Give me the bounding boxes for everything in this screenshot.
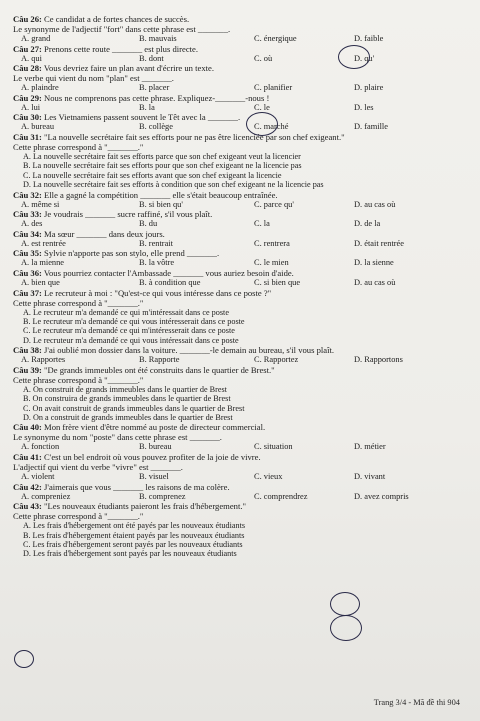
answer-option-long: C. Le recruteur m'a demandé ce qui m'intéresserait dans ce poste — [23, 326, 235, 336]
question-instruction: Le verbe qui vient du nom "plan" est _______. — [13, 73, 174, 84]
question-text: Ma sœur _______ dans deux jours. — [44, 228, 165, 239]
answer-option: D. les — [354, 102, 374, 112]
answer-option: A. des — [21, 219, 43, 229]
question-instruction: Cette phrase correspond à "_______." — [13, 511, 144, 522]
answer-option-long: B. Les frais d'hébergement étaient payés par les nouveaux étudiants — [23, 530, 245, 540]
answer-option: D. métier — [354, 442, 386, 452]
answer-options — [13, 103, 470, 113]
answer-option: C. où — [254, 53, 273, 63]
question-number: Câu 28: — [13, 63, 42, 74]
question-text: Elle a gagné la compétition _______ elle s'était beaucoup entraînée. — [44, 189, 278, 200]
answer-option: A. bien que — [21, 277, 60, 287]
question-number: Câu 32: — [13, 189, 42, 200]
question — [13, 44, 470, 64]
question — [13, 365, 470, 423]
answer-option: A. même si — [21, 199, 60, 209]
answer-option: B. Rapporte — [139, 355, 180, 365]
question-stem — [13, 229, 470, 239]
answer-options — [13, 122, 470, 132]
question-text: "La nouvelle secrétaire fait ses efforts pour ne pas être licenciée par son chef exigeant." — [44, 131, 345, 142]
question-stem — [13, 365, 470, 375]
question-instruction: Le synonyme de l'adjectif "fort" dans cette phrase est _______. — [13, 24, 231, 34]
answer-option: C. parce qu' — [254, 199, 294, 209]
answer-option: D. était rentrée — [354, 238, 404, 248]
answer-option: A. compreniez — [21, 491, 71, 501]
question-text: Nous ne comprenons pas cette phrase. Expliquez-_______-nous ! — [44, 92, 270, 103]
question-number: Câu 37: — [13, 287, 42, 298]
question — [13, 248, 470, 268]
answer-option: D. faible — [354, 34, 384, 43]
answer-option-long: B. On construira de grands immeubles dans le quartier de Brest — [23, 394, 231, 404]
answer-options — [13, 355, 470, 365]
answer-option: D. au cas où — [354, 199, 396, 209]
answer-option: D. famille — [354, 122, 388, 132]
question-text: Vous pourriez contacter l'Ambassade _______ vous auriez besoin d'aide. — [43, 267, 294, 278]
question-stem — [13, 422, 470, 432]
question-number: Câu 40: — [13, 422, 42, 433]
answer-option: A. Rapportes — [21, 355, 66, 365]
answer-option: C. si bien que — [254, 277, 301, 287]
question-stem — [13, 93, 470, 103]
question — [13, 209, 470, 229]
question-stem — [13, 14, 470, 24]
answer-option: A. lui — [21, 102, 41, 112]
question-number: Câu 29: — [13, 92, 42, 103]
question-stem — [13, 209, 470, 219]
answer-option: A. bureau — [21, 122, 55, 132]
answer-option: B. si bien qu' — [139, 199, 183, 209]
question-text: "Les nouveaux étudiants paieront les frais d'hébergement." — [44, 501, 246, 512]
answer-option: B. la vôtre — [139, 258, 175, 268]
question — [13, 345, 470, 365]
answer-circle-43 — [14, 650, 34, 668]
answer-option-long: A. La nouvelle secrétaire fait ses efforts parce que son chef exigeant veut la licencier — [23, 151, 301, 161]
answer-options — [13, 442, 470, 452]
answer-option: A. grand — [21, 34, 51, 43]
question-number: Câu 36: — [13, 267, 42, 278]
question-stem — [13, 452, 470, 462]
answer-options — [13, 258, 470, 268]
answer-options — [13, 472, 470, 482]
question-text: Le recruteur à moi : "Qu'est-ce qui vous intéresse dans ce poste ?" — [44, 287, 272, 298]
question-text: Mon frère vient d'être nommé au poste de directeur commercial. — [44, 422, 266, 433]
question — [13, 422, 470, 452]
answer-option: C. la — [254, 219, 270, 229]
question-number: Câu 27: — [13, 43, 42, 54]
answer-option: B. bureau — [139, 442, 172, 452]
answer-option: B. visuel — [139, 472, 169, 481]
question-text: J'aimerais que vous _______ les raisons de ma colère. — [44, 481, 230, 492]
answer-option: C. Rapportez — [254, 355, 299, 365]
question — [13, 112, 470, 132]
answer-option-long: C. On avait construit de grands immeubles dans le quartier de Brest — [23, 403, 245, 413]
question — [13, 93, 470, 113]
question-number: Câu 31: — [13, 131, 42, 142]
answer-option-long: D. Les frais d'hébergement sont payés par les nouveaux étudiants — [23, 549, 237, 559]
question — [13, 229, 470, 249]
question-stem — [13, 44, 470, 54]
question — [13, 482, 470, 502]
question-stem — [13, 268, 470, 278]
answer-option-long: A. Les frais d'hébergement ont été payés par les nouveaux étudiants — [23, 521, 246, 531]
question-text: Les Vietnamiens passent souvent le Têt avec la _______. — [44, 112, 241, 123]
answer-option: A. plaindre — [21, 83, 59, 93]
answer-options — [13, 492, 470, 502]
question-stem — [13, 482, 470, 492]
answer-option: B. la — [139, 102, 155, 112]
question-number: Câu 43: — [13, 501, 42, 512]
question — [13, 268, 470, 288]
answer-option: C. situation — [254, 442, 293, 452]
question-instruction: Cette phrase correspond à "_______." — [13, 297, 144, 308]
question-text: Prenons cette route _______ est plus directe. — [44, 43, 198, 54]
answer-option-long: A. Le recruteur m'a demandé ce qui m'intéressait dans ce poste — [23, 307, 229, 317]
answer-option-long: A. On construit de grands immeubles dans le quartier de Brest — [23, 384, 227, 394]
question-number: Câu 33: — [13, 209, 42, 220]
answer-option: D. la sienne — [354, 258, 394, 268]
question-number: Câu 34: — [13, 228, 42, 239]
question-instruction: Cette phrase correspond à "_______." — [13, 141, 144, 152]
answer-options — [13, 200, 470, 210]
answer-option: D. au cas où — [354, 277, 396, 287]
question-text: "De grands immeubles ont été construits dans le quartier de Brest." — [44, 364, 275, 375]
question-text: J'ai oublié mon dossier dans la voiture. _______-le demain au bureau, s'il vous plaît. — [44, 345, 335, 356]
question — [13, 14, 470, 44]
answer-option: C. le — [254, 102, 270, 112]
answer-option: C. le mien — [254, 258, 289, 268]
question-number: Câu 41: — [13, 452, 42, 462]
answer-option: C. énergique — [254, 34, 297, 43]
question-stem — [13, 288, 470, 298]
answer-option: A. violent — [21, 472, 55, 481]
answer-option: B. placer — [139, 83, 170, 93]
question-instruction: Cette phrase correspond à "_______." — [13, 374, 144, 385]
question-text: Sylvie n'apporte pas son stylo, elle prend _______. — [44, 248, 220, 259]
answer-option-long: D. On a construit de grands immeubles dans le quartier de Brest — [23, 413, 233, 422]
question — [13, 288, 470, 346]
answer-option: C. comprendrez — [254, 491, 308, 501]
answer-option: D. plaire — [354, 83, 384, 93]
answer-option: D. qu' — [354, 53, 375, 63]
answer-option: A. est rentrée — [21, 238, 66, 248]
question — [13, 132, 470, 190]
answer-option-long: B. Le recruteur m'a demandé ce qui vous intéresserait dans ce poste — [23, 316, 245, 326]
answer-option-long: D. La nouvelle secrétaire fait ses efforts à condition que son chef exigeant ne la licencie pas — [23, 180, 324, 190]
answer-circle-42 — [330, 615, 362, 641]
question — [13, 63, 470, 93]
answer-option: B. comprenez — [139, 491, 186, 501]
answer-options — [13, 219, 470, 229]
answer-option: A. fonction — [21, 442, 60, 452]
question — [13, 190, 470, 210]
question — [13, 452, 470, 482]
answer-option-long: C. Les frais d'hébergement seront payés par les nouveaux étudiants — [23, 540, 243, 549]
answer-option: C. rentrera — [254, 238, 290, 248]
question — [13, 501, 470, 559]
answer-option: B. rentrait — [139, 238, 173, 248]
answer-option: B. mauvais — [139, 34, 177, 43]
answer-option: C. marché — [254, 122, 289, 132]
question-text: Je voudrais _______ sucre raffiné, s'il vous plaît. — [44, 209, 213, 220]
answer-option-long: D. Le recruteur m'a demandé ce qui vous intéressait dans ce poste — [23, 335, 239, 345]
question-stem — [13, 112, 470, 122]
question-stem — [13, 501, 470, 511]
question-instruction: L'adjectif qui vient du verbe "vivre" est _______. — [13, 462, 183, 472]
answer-circle-41 — [330, 592, 360, 616]
question-number: Câu 38: — [13, 345, 42, 356]
answer-option: D. Rapportons — [354, 355, 403, 365]
answer-options — [13, 54, 470, 64]
question-text: C'est un bel endroit où vous pouvez profiter de la joie de vivre. — [44, 452, 261, 462]
question-stem — [13, 345, 470, 355]
question-number: Câu 30: — [13, 112, 42, 123]
question-number: Câu 39: — [13, 364, 42, 375]
question-stem — [13, 132, 470, 142]
answer-options — [13, 83, 470, 93]
answer-option: D. de la — [354, 219, 381, 229]
answer-option: D. vivant — [354, 472, 386, 481]
question-text: Vous devriez faire un plan avant d'écrire un texte. — [43, 63, 214, 74]
question-stem — [13, 190, 470, 200]
answer-option: C. planifier — [254, 83, 293, 93]
answer-options — [13, 34, 470, 44]
question-number: Câu 42: — [13, 481, 42, 492]
answer-option: B. collège — [139, 122, 173, 132]
question-list — [13, 14, 470, 559]
answer-option-long: C. La nouvelle secrétaire fait ses efforts avant que son chef exigeant la licencie — [23, 170, 282, 180]
answer-options — [13, 278, 470, 288]
answer-option: D. avez compris — [354, 491, 409, 501]
page-footer: Trang 3/4 - Mã đề thi 904 — [373, 698, 460, 707]
question-number: Câu 26: — [13, 14, 42, 24]
answer-option-long: B. La nouvelle secrétaire fait ses efforts pour que son chef exigeant ne la licencie pas — [23, 161, 302, 171]
answer-option: B. à condition que — [139, 277, 201, 287]
question-text: Ce candidat a de fortes chances de succès. — [44, 14, 190, 24]
answer-option: A. la mienne — [21, 258, 65, 268]
answer-option: C. vieux — [254, 472, 283, 481]
answer-options — [13, 239, 470, 249]
question-instruction: Le synonyme du nom "poste" dans cette phrase est _______. — [13, 432, 222, 443]
answer-option: A. qui — [21, 53, 42, 63]
question-stem — [13, 248, 470, 258]
question-stem — [13, 63, 470, 73]
answer-option: B. dont — [139, 53, 164, 63]
answer-option: B. du — [139, 219, 158, 229]
question-number: Câu 35: — [13, 248, 42, 259]
